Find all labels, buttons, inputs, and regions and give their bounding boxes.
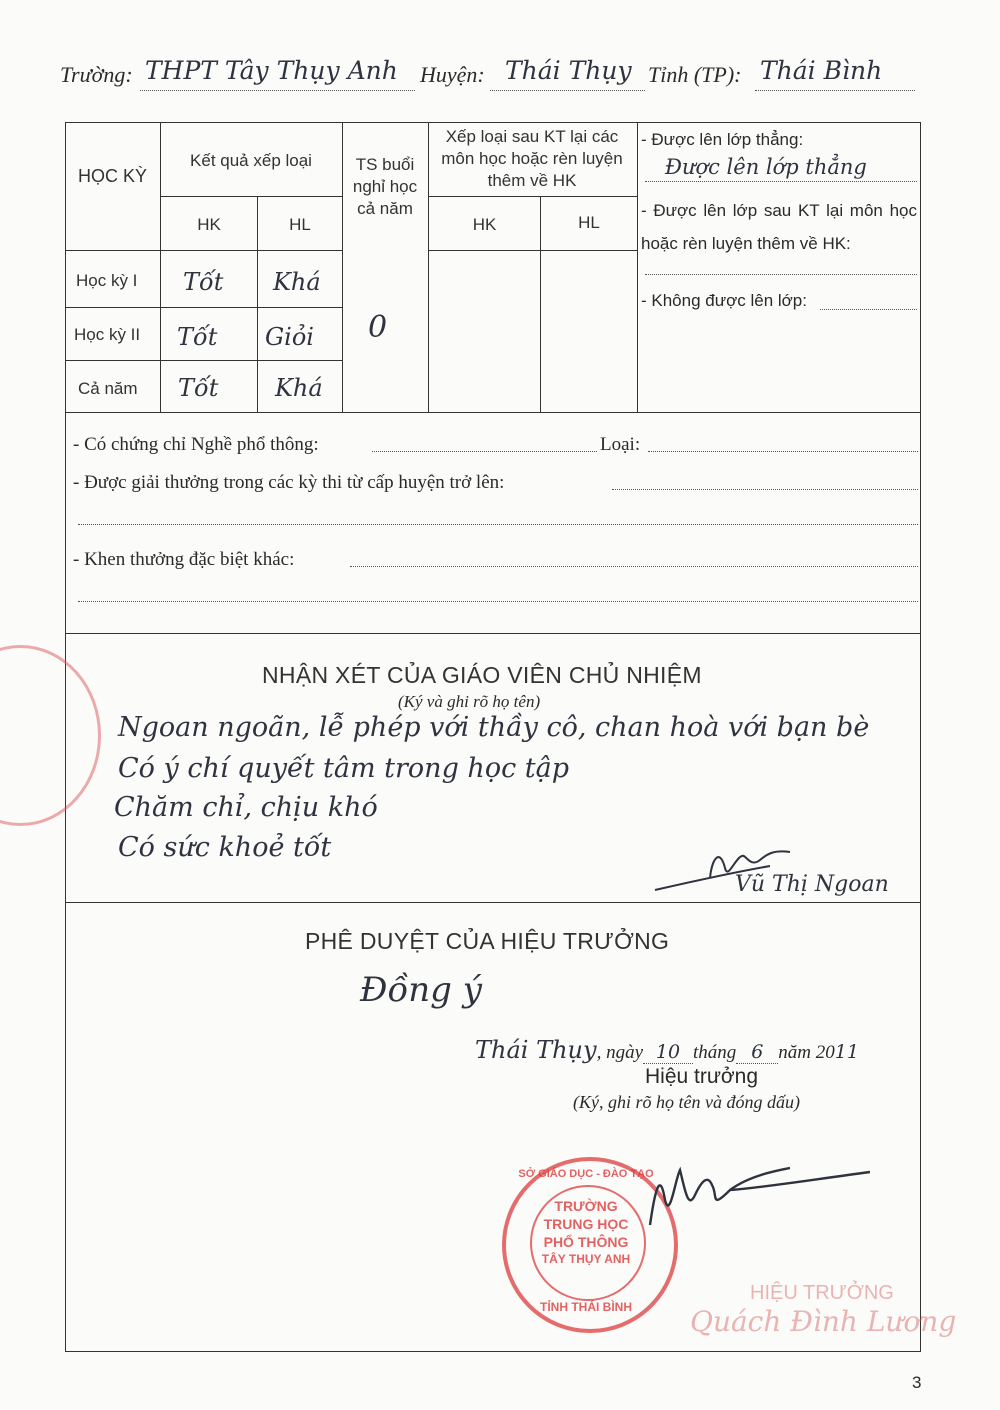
date-month: 6 — [736, 1041, 778, 1064]
giai-thuong-label: - Được giải thưởng trong các kỳ thi từ cấp huyện trở lên: — [73, 472, 505, 493]
col-hk2: HK — [472, 215, 497, 234]
truong-label: Trường: — [60, 62, 133, 87]
faded-role: HIỆU TRƯỞNG — [750, 1282, 894, 1304]
huyen-value: Thái Thụy — [505, 56, 632, 85]
date-day: 10 — [643, 1041, 693, 1064]
principal-signature — [640, 1150, 880, 1240]
principal-role-note: (Ký, ghi rõ họ tên và đóng dấu) — [573, 1092, 800, 1112]
col-hl2: HL — [578, 213, 600, 232]
teacher-comment-3: Chăm chỉ, chịu khó — [114, 792, 378, 823]
teacher-subtitle: (Ký và ghi rõ họ tên) — [398, 692, 541, 711]
len-lop-thang-value: Được lên lớp thẳng — [665, 155, 867, 179]
date-nam-label: năm 20 — [778, 1042, 835, 1063]
hk2-hk: Tốt — [177, 323, 218, 351]
tinh-value: Thái Bình — [760, 56, 883, 85]
ts-value: 0 — [368, 310, 388, 345]
page-number: 3 — [912, 1373, 922, 1392]
principal-title: PHÊ DUYỆT CỦA HIỆU TRƯỞNG — [305, 928, 670, 954]
row-label-hk2: Học kỳ II — [74, 325, 141, 344]
teacher-title: NHẬN XÉT CỦA GIÁO VIÊN CHỦ NHIỆM — [262, 662, 702, 688]
hk1-hk: Tốt — [183, 268, 224, 296]
teacher-name: Vũ Thị Ngoan — [735, 872, 889, 897]
hk1-hl: Khá — [273, 268, 321, 296]
teacher-comment-2: Có ý chí quyết tâm trong học tập — [118, 753, 570, 784]
col-ts: TS buổi nghỉ học cả năm — [352, 155, 418, 218]
loai-label: Loại: — [600, 434, 641, 455]
khen-thuong-label: - Khen thưởng đặc biệt khác: — [73, 549, 295, 570]
khong-len-lop-label: - Không được lên lớp: — [641, 291, 807, 310]
col-xeploai-sau: Xếp loại sau KT lại các môn học hoặc rèn luyện thêm về HK — [441, 127, 623, 190]
row-label-canam: Cả năm — [78, 379, 138, 398]
date-place: Thái Thụy — [475, 1036, 597, 1064]
canam-hk: Tốt — [178, 374, 219, 402]
date-line — [475, 1036, 859, 1064]
teacher-comment-4: Có sức khoẻ tốt — [118, 832, 332, 863]
tinh-label: Tỉnh (TP): — [648, 62, 742, 87]
date-thang-label: tháng — [693, 1042, 737, 1063]
date-year: 11 — [834, 1041, 859, 1063]
principal-approval: Đồng ý — [360, 970, 482, 1010]
hk2-hl: Giỏi — [265, 323, 314, 351]
teacher-comment-1: Ngoan ngoãn, lễ phép với thầy cô, chan hoà với bạn bè — [118, 712, 870, 743]
col-hocky: HỌC KỲ — [77, 166, 147, 186]
date-ngay-label: , ngày — [596, 1042, 643, 1063]
principal-role: Hiệu trưởng — [645, 1065, 759, 1088]
huyen-label: Huyện: — [420, 62, 485, 87]
col-ketqua: Kết quả xếp loại — [190, 151, 312, 170]
len-lop-thang-label: - Được lên lớp thẳng: — [641, 130, 804, 149]
truong-value: THPT Tây Thụy Anh — [145, 56, 398, 85]
col-hl: HL — [289, 215, 311, 234]
chung-chi-label: - Có chứng chỉ Nghề phổ thông: — [73, 434, 319, 455]
col-hk: HK — [197, 215, 221, 234]
len-lop-sau-kt-label: - Được lên lớp sau KT lại môn học hoặc rèn luyện thêm về HK: — [641, 201, 917, 253]
faded-name: Quách Đình Lương — [690, 1305, 957, 1338]
row-label-hk1: Học kỳ I — [76, 271, 138, 290]
canam-hl: Khá — [275, 374, 323, 402]
